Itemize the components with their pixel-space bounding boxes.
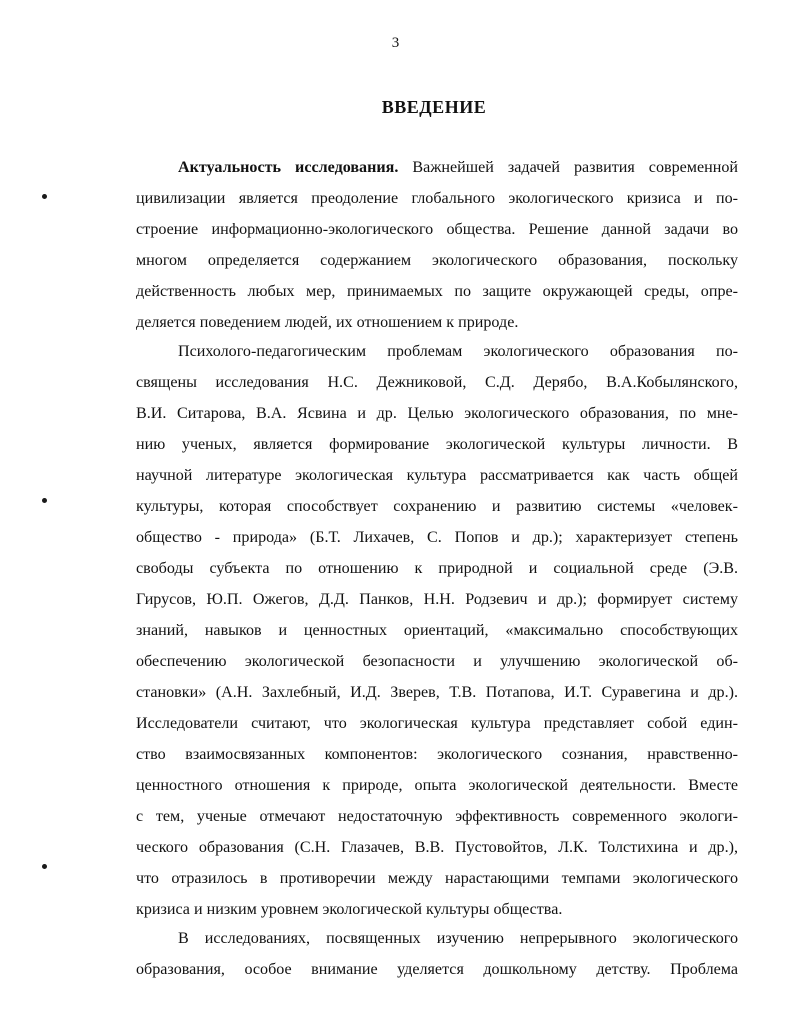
text-line: нию ученых, является формирование экологической культуры личности. В bbox=[136, 436, 738, 453]
text-line: что отразилось в противоречии между нарастающими темпами экологического bbox=[136, 870, 738, 887]
text-line: Исследователи считают, что экологическая культура представляет собой един- bbox=[136, 715, 738, 732]
text-line: становки» (А.Н. Захлебный, И.Д. Зверев, Т.В. Потапова, И.Т. Суравегина и др.). bbox=[136, 684, 738, 701]
margin-dot bbox=[42, 498, 47, 503]
text-line bbox=[178, 158, 738, 178]
page-title: ВВЕДЕНИЕ bbox=[381, 97, 487, 117]
text-line: священы исследования Н.С. Дежниковой, С.Д. Дерябо, В.А.Кобылянского, bbox=[136, 374, 738, 391]
text-line: ство взаимосвязанных компонентов: экологического сознания, нравственно- bbox=[136, 746, 738, 763]
text-line: Психолого-педагогическим проблемам экологического образования по- bbox=[178, 343, 738, 360]
text-line-content: Важнейшей задачей развития современной bbox=[398, 159, 738, 176]
text-line: многом определяется содержанием экологического образования, поскольку bbox=[136, 252, 738, 269]
text-line: деляется поведением людей, их отношением к природе. bbox=[136, 314, 519, 331]
page-number: 3 bbox=[391, 35, 400, 51]
margin-dot bbox=[42, 194, 47, 199]
section-lead: Актуальность исследования. bbox=[178, 159, 399, 176]
text-line: научной литературе экологическая культура рассматривается как часть общей bbox=[136, 467, 738, 484]
text-line: образования, особое внимание уделяется дошкольному детству. Проблема bbox=[136, 961, 738, 978]
text-line: знаний, навыков и ценностных ориентаций, «максимально способствующих bbox=[136, 622, 738, 639]
text-line: общество - природа» (Б.Т. Лихачев, С. Попов и др.); характеризует степень bbox=[136, 529, 738, 546]
margin-dot bbox=[42, 864, 47, 869]
text-line: Гирусов, Ю.П. Ожегов, Д.Д. Панков, Н.Н. Родзевич и др.); формирует систему bbox=[136, 591, 738, 608]
text-line: культуры, которая способствует сохранению и развитию системы «человек- bbox=[136, 498, 738, 515]
text-line: обеспечению экологической безопасности и улучшению экологической об- bbox=[136, 653, 738, 670]
text-line: строение информационно-экологического общества. Решение данной задачи во bbox=[136, 221, 738, 238]
text-line: кризиса и низким уровнем экологической культуры общества. bbox=[136, 901, 563, 918]
text-line: с тем, ученые отмечают недостаточную эффективность современного экологи- bbox=[136, 808, 738, 825]
text-line: В исследованиях, посвященных изучению непрерывного экологического bbox=[178, 930, 738, 947]
text-line: ценностного отношения к природе, опыта экологической деятельности. Вместе bbox=[136, 777, 738, 794]
text-line: свободы субъекта по отношению к природной и социальной среде (Э.В. bbox=[136, 560, 738, 577]
text-line: действенность любых мер, принимаемых по защите окружающей среды, опре- bbox=[136, 283, 738, 300]
text-line: ческого образования (С.Н. Глазачев, В.В. Пустовойтов, Л.К. Толстихина и др.), bbox=[136, 839, 738, 856]
text-line: В.И. Ситарова, В.А. Ясвина и др. Целью экологического образования, по мне- bbox=[136, 405, 738, 422]
text-line: цивилизации является преодоление глобального экологического кризиса и по- bbox=[136, 190, 738, 207]
